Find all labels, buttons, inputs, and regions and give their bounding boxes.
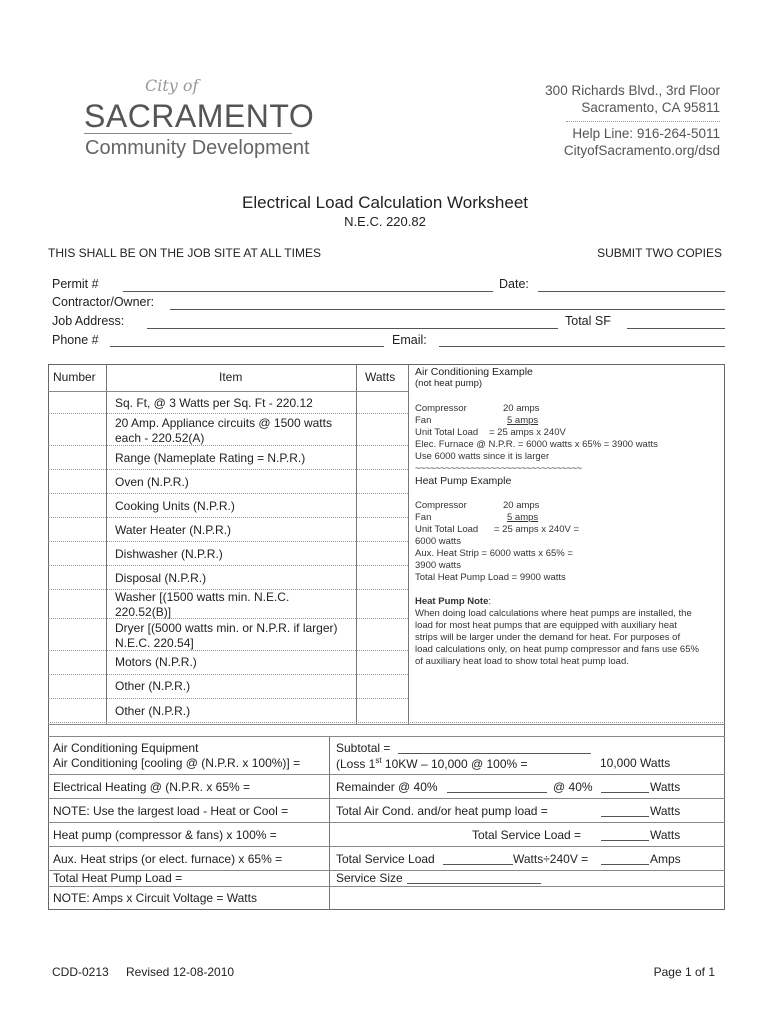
hp-line: 6000 watts — [415, 536, 461, 547]
hp-note-colon: : — [488, 596, 492, 607]
logo-divider — [84, 133, 292, 134]
total-service-load-input[interactable] — [601, 840, 649, 841]
subtotal-input[interactable] — [398, 753, 591, 754]
watts-div-label: Watts÷240V = — [513, 852, 589, 866]
hp-note-line: load calculations only, on heat pump compressor and fans use 65% — [415, 644, 699, 655]
job-address-input[interactable] — [147, 328, 558, 329]
hp-unit-total: Unit Total Load — [415, 524, 479, 535]
hp-note-line: load for most heat pumps that are equipped with auxiliary heat — [415, 620, 677, 631]
form-number: CDD-0213 — [52, 965, 109, 979]
item-row: Other (N.P.R.) — [115, 704, 191, 718]
item-row: Dishwasher (N.P.R.) — [115, 547, 223, 561]
item-row: N.E.C. 220.54] — [115, 636, 194, 650]
total-sf-input[interactable] — [627, 328, 725, 329]
ac-furnace: Elec. Furnace @ N.P.R. = 6000 watts x 65% = 3900 watts — [415, 439, 658, 450]
website: CityofSacramento.org/dsd — [563, 143, 720, 158]
hp-note-line: When doing load calculations where heat pumps are installed, the — [415, 608, 692, 619]
aux-heat-label: Aux. Heat strips (or elect. furnace) x 65% = — [53, 852, 283, 866]
loss-watts: 10,000 Watts — [600, 756, 671, 770]
ac-equipment-label: Air Conditioning Equipment — [53, 741, 199, 755]
ac-tilde-rule: ~~~~~~~~~~~~~~~~~~~~~~~~~~~~~~~~~ — [415, 463, 582, 474]
contractor-label: Contractor/Owner: — [52, 295, 155, 309]
phone-input[interactable] — [110, 346, 384, 347]
total-service-load-label: Total Service Load = — [472, 828, 582, 842]
permit-label: Permit # — [52, 277, 99, 291]
loss-superscript: st — [375, 756, 382, 765]
address-divider — [566, 121, 720, 122]
total-ac-watts-label: Watts — [650, 804, 681, 818]
hp-unit-total-value: = 25 amps x 240V = — [494, 524, 580, 535]
subtotal-label: Subtotal = — [336, 741, 391, 755]
amps-label: Amps — [650, 852, 681, 866]
hp-note-line: of auxiliary heat load to show total heat pump load. — [415, 656, 629, 667]
hp-example-title: Heat Pump Example — [415, 475, 512, 487]
ac-compressor-amps: 20 amps — [503, 403, 540, 414]
email-input[interactable] — [439, 346, 725, 347]
hp-line: 3900 watts — [415, 560, 461, 571]
address-line-2: Sacramento, CA 95811 — [581, 100, 720, 115]
item-row: Cooking Units (N.P.R.) — [115, 499, 235, 513]
total-sf-label: Total SF — [565, 314, 611, 328]
remainder-watts-label: Watts — [650, 780, 681, 794]
ac-use: Use 6000 watts since it is larger — [415, 451, 550, 462]
total-ac-input[interactable] — [601, 816, 649, 817]
loss-label — [336, 756, 528, 771]
heat-pump-label: Heat pump (compressor & fans) x 100% = — [53, 828, 277, 842]
total-service-load-watts: Watts — [650, 828, 681, 842]
date-label: Date: — [499, 277, 529, 291]
contractor-input[interactable] — [170, 309, 725, 310]
total-service-label: Total Service Load — [336, 852, 435, 866]
date-input[interactable] — [538, 291, 725, 292]
total-ac-label: Total Air Cond. and/or heat pump load = — [336, 804, 548, 818]
item-row: 220.52(B)] — [115, 605, 172, 619]
page-number: Page 1 of 1 — [653, 965, 715, 979]
total-service-amps-input[interactable] — [601, 864, 649, 865]
revised-date: Revised 12-08-2010 — [126, 965, 235, 979]
phone-label: Phone # — [52, 333, 99, 347]
logo-sacramento: SACRAMENTO — [84, 98, 315, 134]
total-service-watts-input[interactable] — [443, 864, 513, 865]
remainder-input[interactable] — [447, 792, 547, 793]
notice-two-copies: SUBMIT TWO COPIES — [597, 246, 722, 260]
ac-compressor: Compressor — [415, 403, 467, 414]
item-row: Disposal (N.P.R.) — [115, 571, 207, 585]
hp-line: Aux. Heat Strip = 6000 watts x 65% = — [415, 548, 573, 559]
page-title: Electrical Load Calculation Worksheet — [242, 193, 528, 212]
ac-unit-total: Unit Total Load — [415, 427, 479, 438]
hp-line: Total Heat Pump Load = 9900 watts — [415, 572, 566, 583]
address-line-1: 300 Richards Blvd., 3rd Floor — [545, 83, 720, 98]
item-row: Washer [(1500 watts min. N.E.C. — [115, 590, 290, 604]
item-row: Dryer [(5000 watts min. or N.P.R. if larger) — [115, 621, 338, 635]
job-address-label: Job Address: — [52, 314, 125, 328]
service-size-label: Service Size — [336, 871, 403, 885]
email-label: Email: — [392, 333, 427, 347]
helpline: Help Line: 916-264-5011 — [572, 126, 720, 141]
note-amps-label: NOTE: Amps x Circuit Voltage = Watts — [53, 891, 257, 905]
hp-note-title-text: Heat Pump Note — [415, 596, 489, 607]
ac-unit-total-value: = 25 amps x 240V — [489, 427, 566, 438]
total-hp-label: Total Heat Pump Load = — [53, 871, 183, 885]
item-row: Other (N.P.R.) — [115, 679, 191, 693]
loss-text-a: (Loss 1 — [336, 757, 376, 771]
hp-fan: Fan — [415, 512, 432, 523]
col-watts: Watts — [365, 370, 396, 384]
remainder-label: Remainder @ 40% — [336, 780, 438, 794]
hp-fan-amps: 5 amps — [507, 512, 539, 523]
loss-text-b: 10KW – 10,000 @ 100% = — [381, 757, 528, 771]
item-row: Oven (N.P.R.) — [115, 475, 189, 489]
item-row: Range (Nameplate Rating = N.P.R.) — [115, 451, 306, 465]
ac-fan: Fan — [415, 415, 432, 426]
ac-example-note: (not heat pump) — [415, 378, 483, 389]
ac-example-title: Air Conditioning Example — [415, 366, 533, 378]
item-row: Sq. Ft, @ 3 Watts per Sq. Ft - 220.12 — [115, 396, 313, 410]
col-number: Number — [53, 370, 96, 384]
item-row: each - 220.52(A) — [115, 431, 205, 445]
logo-city-text: City of — [145, 76, 199, 95]
item-row: Motors (N.P.R.) — [115, 655, 197, 669]
permit-input[interactable] — [123, 291, 493, 292]
elec-heating-label: Electrical Heating @ (N.P.R. x 65% = — [53, 780, 251, 794]
hp-compressor-amps: 20 amps — [503, 500, 540, 511]
hp-note-line: strips will be larger under the demand for heat. For purposes of — [415, 632, 681, 643]
ac-cooling-label: Air Conditioning [cooling @ (N.P.R. x 100%)] = — [53, 756, 301, 770]
col-item: Item — [219, 370, 243, 384]
notice-job-site: THIS SHALL BE ON THE JOB SITE AT ALL TIMES — [48, 246, 321, 260]
item-row: Water Heater (N.P.R.) — [115, 523, 232, 537]
hp-compressor: Compressor — [415, 500, 467, 511]
note-largest-label: NOTE: Use the largest load - Heat or Cool = — [53, 804, 289, 818]
item-row: 20 Amp. Appliance circuits @ 1500 watts — [115, 416, 332, 430]
service-size-input[interactable] — [407, 883, 541, 884]
hp-note-title — [415, 596, 491, 608]
logo-community-development: Community Development — [85, 137, 310, 159]
remainder-watts-input[interactable] — [601, 792, 649, 793]
remainder-percent: @ 40% — [553, 780, 593, 794]
ac-fan-amps: 5 amps — [507, 415, 539, 426]
page-subtitle: N.E.C. 220.82 — [344, 214, 426, 229]
